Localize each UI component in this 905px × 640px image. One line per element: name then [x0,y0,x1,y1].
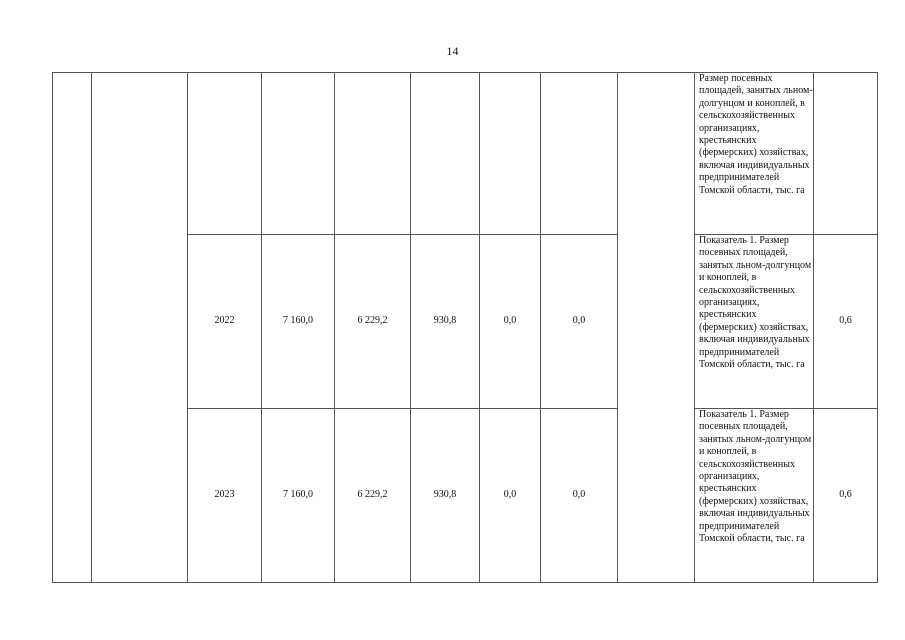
table-cell-year: 2023 [188,409,262,583]
table-cell-year: 2022 [188,235,262,409]
table-cell-task [92,73,188,583]
table-cell-federal: 6 229,2 [335,235,411,409]
table-cell-regional: 930,8 [411,409,480,583]
table-cell-regional: 930,8 [411,235,480,409]
table-cell-indicator: Показатель 1. Размер посевных площадей, занятых льном-долгунцом и коноплей, в сельскохозяйственных организациях, крестьянских (фермерских) хозяйствах, включая индивидуальных предпринимателей Томской области, тыс. га [695,235,814,409]
table-cell-indicator: Показатель 1. Размер посевных площадей, занятых льном-долгунцом и коноплей, в сельскохозяйственных организациях, крестьянских (фермерских) хозяйствах, включая индивидуальных предпринимателей Томской области, тыс. га [695,409,814,583]
table-row-continued [53,73,878,235]
table-cell-federal [335,73,411,235]
table-cell-total: 7 160,0 [262,409,335,583]
table-cell-local [480,73,541,235]
table-cell-other: 0,0 [541,409,618,583]
table-cell-regional [411,73,480,235]
table-cell-local: 0,0 [480,235,541,409]
table-cell-year [188,73,262,235]
page-number: 14 [446,44,459,58]
table-cell-total: 7 160,0 [262,235,335,409]
table-cell-number [53,73,92,583]
table-cell-federal: 6 229,2 [335,409,411,583]
table-cell-indicator-value: 0,6 [814,409,878,583]
table-cell-total [262,73,335,235]
table-cell-other [541,73,618,235]
table-cell-indicator-value: 0,6 [814,235,878,409]
program-funding-table [52,72,878,583]
table-cell-local: 0,0 [480,409,541,583]
table-cell-indicator-value [814,73,878,235]
table-cell-executor [618,73,695,583]
table-cell-other: 0,0 [541,235,618,409]
table-cell-indicator: Размер посевных площадей, занятых льном-долгунцом и коноплей, в сельскохозяйственных организациях, крестьянских (фермерских) хозяйствах, включая индивидуальных предпринимателей Томской области, тыс. га [695,73,814,235]
